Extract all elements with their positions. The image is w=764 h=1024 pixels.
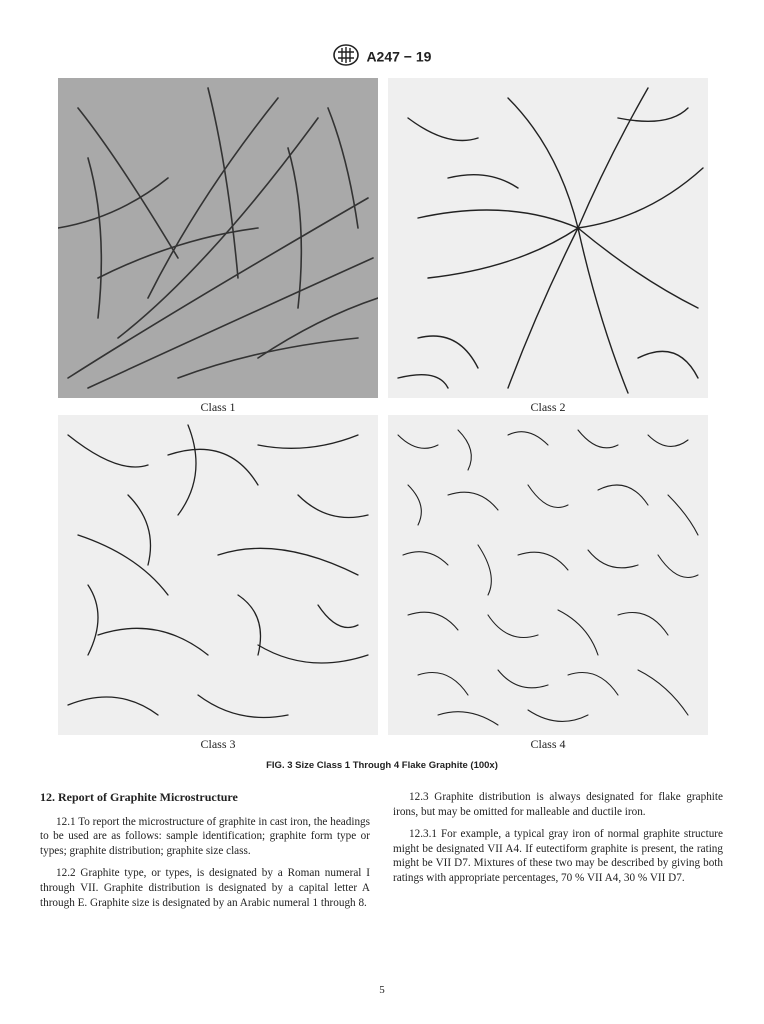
right-column [393, 790, 723, 894]
class-2-image [388, 78, 708, 398]
page-header [0, 44, 764, 69]
micrograph-class-2 [388, 78, 708, 398]
class-3-image [58, 415, 378, 735]
panel-label-class-4: Class 4 [530, 737, 566, 751]
page-number: 5 [379, 984, 385, 996]
class-1-image [58, 78, 378, 398]
paragraph-12-1: 12.1 To report the microstructure of graphite in cast iron, the headings to be used are as follows: sample identification; graphite form type or types; graphite distribution; graphite size class. [40, 815, 370, 857]
paragraph-12-2: 12.2 Graphite type, or types, is designated by a Roman numeral I through VII. Graphite distribution is designated by a capital letter A through E. Graphite size is designated by an Arabic numeral 1 through 8. [40, 867, 370, 909]
panel-label-class-2: Class 2 [530, 400, 566, 414]
figure-caption: FIG. 3 Size Class 1 Through 4 Flake Graphite (100x) [266, 760, 498, 771]
standard-id: A247 − 19 [366, 48, 432, 65]
left-column [40, 790, 370, 918]
micrograph-class-1 [58, 78, 378, 398]
panel-label-class-3: Class 3 [200, 737, 236, 751]
section-heading: 12. Report of Graphite Microstructure [40, 790, 238, 804]
class-4-image [388, 415, 708, 735]
paragraph-12-3: 12.3 Graphite distribution is always designated for flake graphite irons, but may be omitted for malleable and ductile iron. [393, 791, 723, 818]
micrograph-class-4 [388, 415, 708, 735]
panel-label-class-1: Class 1 [200, 400, 236, 414]
micrograph-class-3 [58, 415, 378, 735]
astm-logo-icon [333, 44, 359, 69]
paragraph-12-3-1: 12.3.1 For example, a typical gray iron of normal graphite structure might be designated VII A4. If eutectiform graphite is present, the rating might be VII D7. Mixtures of these two may be described by giving both ratings with appropriate percentages, 70 % VII A4, 30 % VII D7. [393, 828, 723, 884]
